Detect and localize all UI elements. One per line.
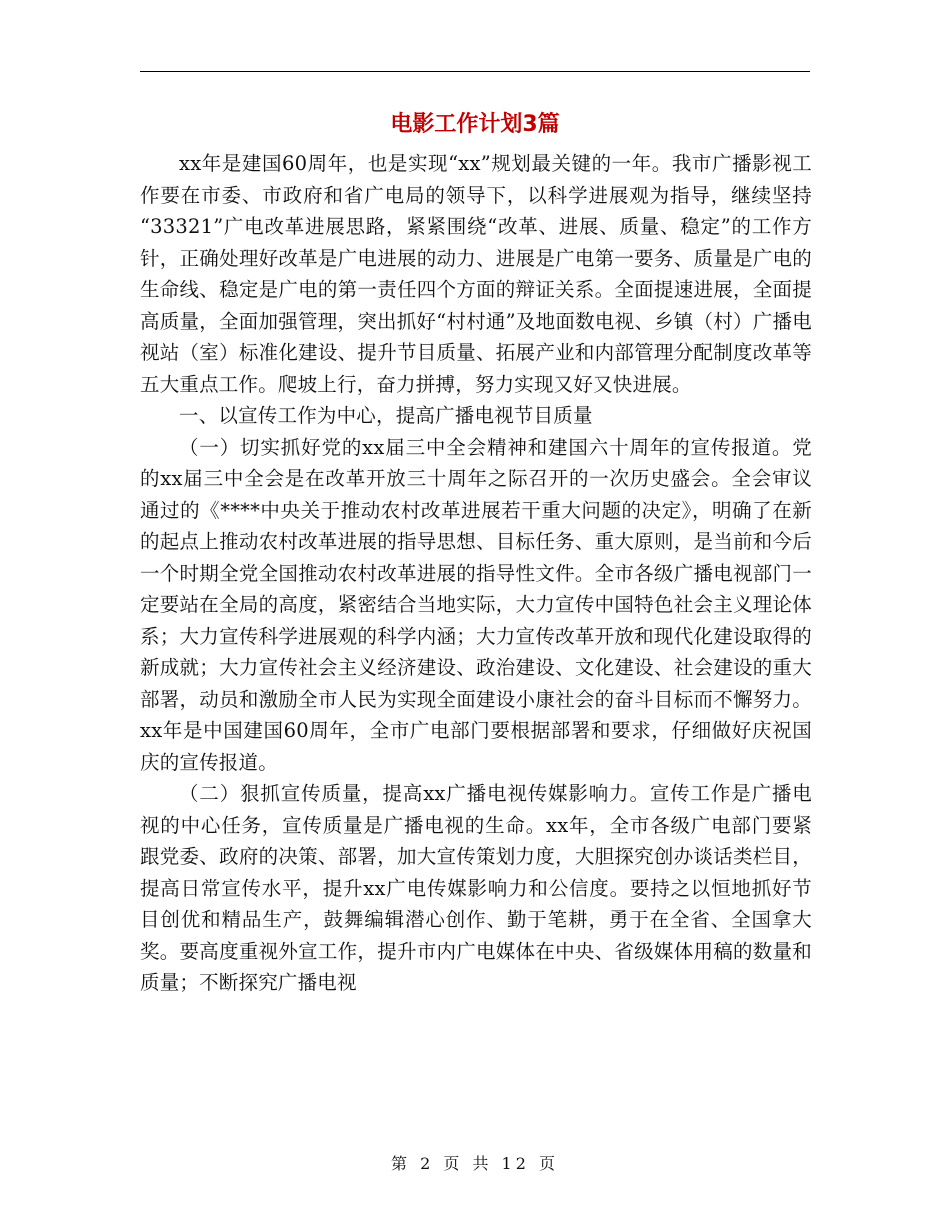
paragraph-intro: xx年是建国60周年，也是实现“xx”规划最关键的一年。我市广播影视工作要在市委、市政府和省广电局的领导下，以科学进展观为指导，继续坚持 “33321”广电改革进展思路，紧紧围绕“改革、进展、质量、稳定”的工作方针，正确处理好改革是广电进展的动力、进展是广电第一要务、质量是广电的生命线、稳定是广电的第一责任四个方面的辩证关系。全面提速进展，全面提高质量，全面加强管理，突出抓好“村村通”及地面数电视、乡镇（村）广播电视站（室）标准化建设、提升节目质量、拓展产业和内部管理分配制度改革等五大重点工作。爬坡上行，奋力拼搏，努力实现又好又快进展。 — [140, 152, 812, 396]
document-title: 电影工作计划3篇 — [390, 112, 560, 137]
header-rule — [140, 71, 810, 72]
section-heading-1: 一、以宣传工作为中心，提高广播电视节目质量 — [179, 404, 593, 427]
page-footer: 第 2 页 共 12 页 — [391, 1154, 559, 1173]
paragraph-item-2: （二）狠抓宣传质量，提高xx广播电视传媒影响力。宣传工作是广播电视的中心任务，宣传质量是广播电视的生命。xx年，全市各级广电部门要紧跟党委、政府的决策、部署，加大宣传策划力度，大胆探究创办谈话类栏目，提高日常宣传水平，提升xx广电传媒影响力和公信度。要持之以恒地抓好节目创优和精品生产，鼓舞编辑潜心创作、勤于笔耕，勇于在全省、全国拿大奖。要高度重视外宣工作，提升市内广电媒体在中央、省级媒体用稿的数量和质量；不断探究广播电视 — [140, 782, 812, 994]
paragraph-item-1: （一）切实抓好党的xx届三中全会精神和建国六十周年的宣传报道。党的xx届三中全会是在改革开放三十周年之际召开的一次历史盛会。全会审议通过的《****中央关于推动农村改革进展若干重大问题的决定》，明确了在新的起点上推动农村改革进展的指导思想、目标任务、重大原则，是当前和今后一个时期全党全国推动农村改革进展的指导性文件。全市各级广播电视部门一定要站在全局的高度，紧密结合当地实际，大力宣传中国特色社会主义理论体系；大力宣传科学进展观的科学内涵；大力宣传改革开放和现代化建设取得的新成就；大力宣传社会主义经济建设、政治建设、文化建设、社会建设的重大部署，动员和激励全市人民为实现全面建设小康社会的奋斗目标而不懈努力。xx年是中国建国60周年，全市广电部门要根据部署和要求，仔细做好庆祝国庆的宣传报道。 — [140, 435, 812, 774]
document-body — [140, 148, 812, 999]
